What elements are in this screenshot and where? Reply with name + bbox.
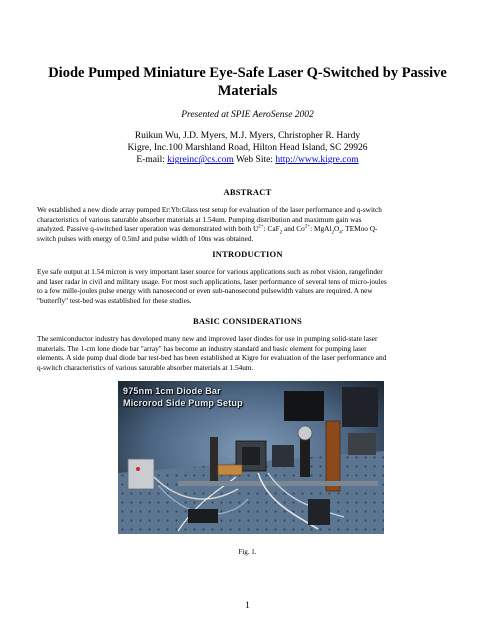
introduction-body [37,267,459,305]
abstract-line: analyzed. Passive q-switched laser operation was demonstrated with both $U^{2+}$: CaF$_2$ and $Co^{2+}$: $MgAl_2O_4$. TEMoo Q- [37,224,378,236]
abstract-heading: ABSTRACT [223,187,272,197]
figure-caption: Fig. 1. [238,548,257,556]
website-link[interactable]: http://www.kigre.com [275,155,359,165]
abstract-body [37,205,459,243]
introduction-heading: INTRODUCTION [212,249,283,259]
paper-title: Diode Pumped Miniature Eye-Safe Laser Q-Switched by Passive Materials [48,65,447,99]
introduction-line: and laser radar in civil and military usage. For most such applications, laser performance of several tens of micro-joules [37,276,387,286]
photo-label-line1: 975nm 1cm Diode Bar [123,386,221,396]
lab-setup-photo [118,381,384,534]
affiliation-address: Kigre, Inc.100 Marshland Road, Hilton Head Island, SC 29926 [127,143,368,153]
abstract-line: characteristics of various saturable absorber materials at 1.54um. Pumping distribution and maximum gain was [37,214,362,224]
basic-line: The semiconductor industry has developed many new and improved laser diodes for use in pumping solid-state laser [37,334,378,343]
introduction-line: Eye safe output at 1.54 micron is very important laser source for various applications such as robot vision, rangefinder [37,267,383,276]
basic-considerations-body [37,334,459,372]
photo-label-line2: Microrod Side Pump Setup [123,398,243,408]
page-number: 1 [245,601,250,611]
basic-considerations-heading: BASIC CONSIDERATIONS [193,316,302,326]
abstract-line: We established a new diode array pumped Er:Yb:Glass test setup for evaluation of the laser performance and q-switch [37,205,382,214]
abstract-line: switch pulses with energy of 0.5mJ and pulse width of 10ns was obtained. [37,233,254,243]
introduction-line: "butterfly" test-bed was established for these studies. [37,295,192,305]
web-label: Web Site: [235,155,273,165]
introduction-line: to a few mille-joules pulse energy with nanosecond or even sub-nanosecond pulsewidth values are required. A new [37,286,373,296]
presented-at: Presented at SPIE AeroSense 2002 [181,110,314,120]
authors: Ruikun Wu, J.D. Myers, M.J. Myers, Christopher R. Hardy [134,131,361,141]
basic-line: q-switch characteristics of various saturable absorber materials at 1.54um. [37,362,254,372]
email-link[interactable]: kigreinc@cs.com [167,155,234,165]
basic-line: materials. The 1-cm lone diode bar "array" has become an industry standard and basic element for pumping laser [37,343,367,353]
contact-line [40,155,455,165]
basic-line: elements. A side pump dual diode bar test-bed has been established at Kigre for evaluation of the laser performance and [37,353,387,363]
email-label: E-mail: [136,155,165,165]
